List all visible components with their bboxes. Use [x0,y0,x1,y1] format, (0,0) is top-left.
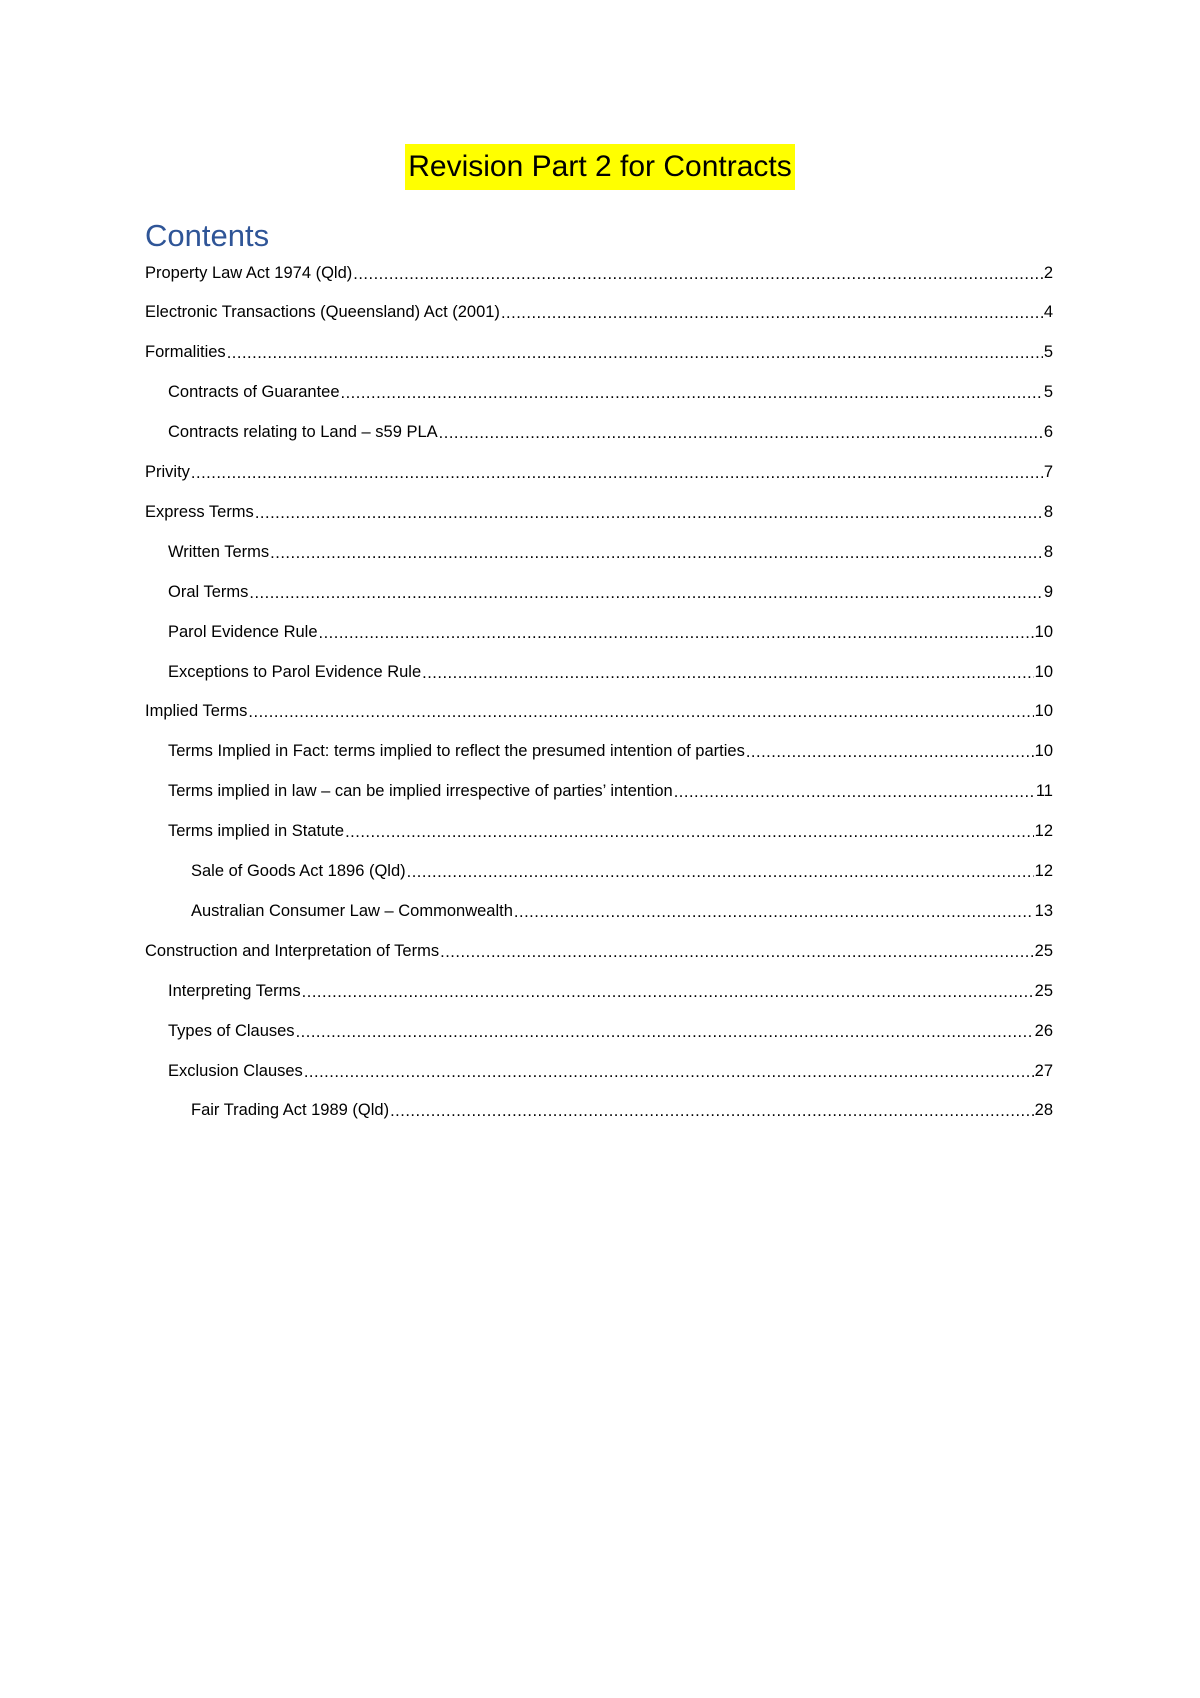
toc-dot-leader [353,265,1043,284]
toc-entry[interactable] [168,612,1053,652]
toc-entry[interactable] [168,1011,1053,1051]
toc-dot-leader [440,943,1034,962]
toc-dot-leader [422,664,1034,683]
toc-entry[interactable] [145,931,1053,971]
toc-entry[interactable] [168,732,1053,772]
toc-entry[interactable] [145,492,1053,532]
toc-dot-leader [302,983,1034,1002]
toc-dot-leader [390,1102,1034,1121]
toc-entry-page-number[interactable]: 6 [1043,423,1053,442]
toc-entry[interactable] [145,293,1053,333]
toc-entry-page-number[interactable]: 10 [1034,742,1053,761]
toc-dot-leader [319,624,1034,643]
toc-dot-leader [191,464,1043,483]
toc-dot-leader [341,384,1043,403]
toc-entry[interactable] [168,373,1053,413]
toc-entry-page-number[interactable]: 25 [1034,941,1053,960]
toc-entry-page-number[interactable]: 12 [1034,862,1053,880]
toc-heading: Contents [145,218,270,253]
toc-entry-page-number[interactable]: 27 [1034,1061,1053,1080]
toc-entry-label[interactable]: Fair Trading Act 1989 (Qld) [191,1101,390,1120]
toc-entry-label[interactable]: Implied Terms [145,702,248,721]
toc-entry-page-number[interactable]: 12 [1034,822,1053,841]
toc-entry-page-number[interactable]: 8 [1043,542,1053,561]
toc-entry-label[interactable]: Interpreting Terms [168,981,301,1000]
toc-entry-label[interactable]: Contracts of Guarantee [168,383,340,402]
toc-entry-page-number[interactable]: 7 [1043,463,1053,481]
toc-entry-label[interactable]: Privity [145,463,190,481]
toc-entry[interactable] [168,971,1053,1011]
toc-entry[interactable] [145,453,1053,493]
toc-dot-leader [407,863,1034,882]
toc-entry[interactable] [145,692,1053,732]
toc-entry[interactable] [168,413,1053,453]
toc-dot-leader [255,504,1043,523]
document-title: Revision Part 2 for Contracts [405,144,794,190]
toc-entry[interactable] [191,1091,1053,1131]
toc-entry-page-number[interactable]: 9 [1043,582,1053,601]
toc-entry-label[interactable]: Oral Terms [168,582,249,601]
toc-entry-page-number[interactable]: 4 [1043,303,1053,322]
toc-entry-page-number[interactable]: 5 [1043,383,1053,402]
toc-dot-leader [248,703,1033,722]
toc-entry-label[interactable]: Types of Clauses [168,1021,295,1040]
toc-dot-leader [270,544,1043,563]
toc-entry-page-number[interactable]: 2 [1043,263,1053,282]
toc-dot-leader [514,903,1034,922]
toc-entry-page-number[interactable]: 11 [1035,782,1053,801]
toc-dot-leader [345,823,1034,842]
toc-entry-label[interactable]: Exceptions to Parol Evidence Rule [168,662,422,681]
toc-entry[interactable] [168,1051,1053,1091]
toc-entry-page-number[interactable]: 10 [1034,622,1053,641]
toc-entry-page-number[interactable]: 5 [1043,343,1053,362]
toc-entry-label[interactable]: Construction and Interpretation of Terms [145,941,440,960]
toc-dot-leader [439,424,1043,443]
toc-dot-leader [296,1023,1034,1042]
toc-entry-page-number[interactable]: 8 [1043,502,1053,521]
toc-entry-label[interactable]: Terms implied in law – can be implied irrespective of parties’ intention [168,782,673,801]
toc-entry[interactable] [145,333,1053,373]
toc-entry-label[interactable]: Written Terms [168,542,270,561]
toc-entry-label[interactable]: Property Law Act 1974 (Qld) [145,263,353,282]
toc-entry[interactable] [168,772,1053,812]
toc-entry-page-number[interactable]: 10 [1034,662,1053,681]
title-container [0,144,1200,190]
toc-entry-label[interactable]: Contracts relating to Land – s59 PLA [168,423,438,442]
toc-entry-label[interactable]: Sale of Goods Act 1896 (Qld) [191,862,406,880]
toc-entry[interactable] [191,891,1053,931]
toc-dot-leader [227,344,1043,363]
toc-entry-label[interactable]: Express Terms [145,502,254,521]
toc-entry-page-number[interactable]: 28 [1034,1101,1053,1120]
toc-entry-label[interactable]: Electronic Transactions (Queensland) Act (2001) [145,303,500,322]
toc-entry-label[interactable]: Terms Implied in Fact: terms implied to reflect the presumed intention of parties [168,742,745,761]
toc-entry-page-number[interactable]: 26 [1034,1021,1053,1040]
toc-entry[interactable] [168,572,1053,612]
toc-entry[interactable] [168,532,1053,572]
toc-dot-leader [746,743,1034,762]
toc-dot-leader [304,1063,1034,1082]
toc-entry-page-number[interactable]: 13 [1034,901,1053,920]
toc-entry-label[interactable]: Exclusion Clauses [168,1061,303,1080]
toc-dot-leader [249,584,1042,603]
toc-dot-leader [674,783,1035,802]
toc-dot-leader [501,304,1043,323]
toc-entry[interactable] [145,253,1053,293]
toc-entry[interactable] [191,852,1053,892]
toc-entry-page-number[interactable]: 25 [1034,981,1053,1000]
toc-entry-label[interactable]: Parol Evidence Rule [168,622,318,641]
toc-entry[interactable] [168,812,1053,852]
toc-entry-page-number[interactable]: 10 [1034,702,1053,721]
toc-entry[interactable] [168,652,1053,692]
toc-entry-label[interactable]: Australian Consumer Law – Commonwealth [191,901,513,920]
toc-entry-label[interactable]: Terms implied in Statute [168,822,345,841]
toc-entry-label[interactable]: Formalities [145,343,226,362]
